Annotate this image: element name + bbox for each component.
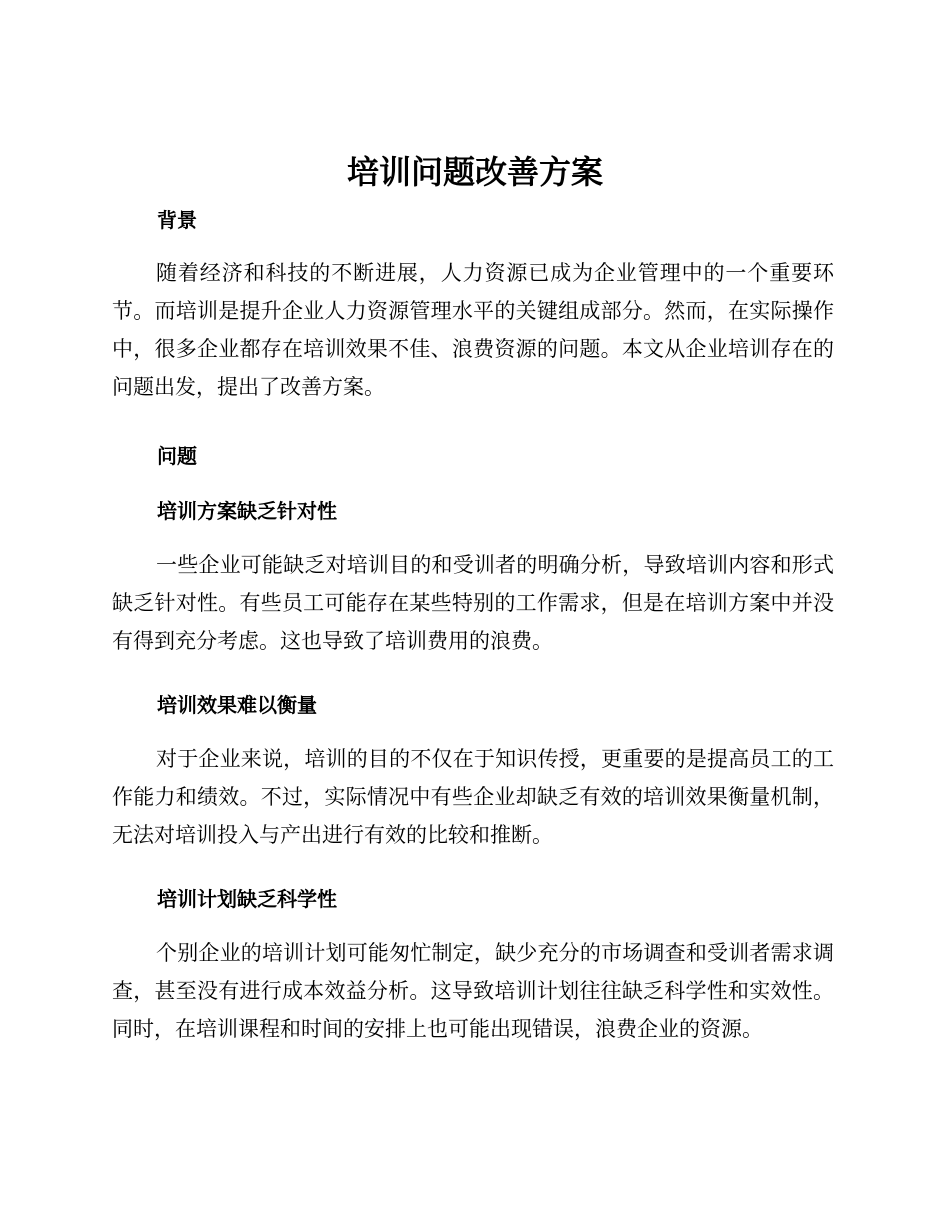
paragraph-problem-2: 对于企业来说，培训的目的不仅在于知识传授，更重要的是提高员工的工作能力和绩效。不过，实际情况中有些企业却缺乏有效的培训效果衡量机制，无法对培训投入与产出进行有效的比较和推断。	[112, 747, 834, 847]
subheading-problem-1: 培训方案缺乏针对性	[157, 499, 337, 523]
subheading-problem-2: 培训效果难以衡量	[157, 693, 317, 717]
subheading-problem-3: 培训计划缺乏科学性	[157, 887, 337, 911]
paragraph-problem-3: 个别企业的培训计划可能匆忙制定，缺少充分的市场调查和受训者需求调查，甚至没有进行成本效益分析。这导致培训计划往往缺乏科学性和实效性。同时，在培训课程和时间的安排上也可能出现错误，浪费企业的资源。	[112, 941, 834, 1041]
paragraph-problem-1: 一些企业可能缺乏对培训目的和受训者的明确分析，导致培训内容和形式缺乏针对性。有些员工可能存在某些特别的工作需求，但是在培训方案中并没有得到充分考虑。这也导致了培训费用的浪费。	[112, 553, 834, 653]
section-heading-problems: 问题	[157, 444, 197, 468]
document-title: 培训问题改善方案	[346, 153, 603, 191]
section-heading-background: 背景	[157, 208, 197, 232]
paragraph-background: 随着经济和科技的不断进展，人力资源已成为企业管理中的一个重要环节。而培训是提升企业人力资源管理水平的关键组成部分。然而，在实际操作中，很多企业都存在培训效果不佳、浪费资源的问题。本文从企业培训存在的问题出发，提出了改善方案。	[112, 261, 834, 399]
